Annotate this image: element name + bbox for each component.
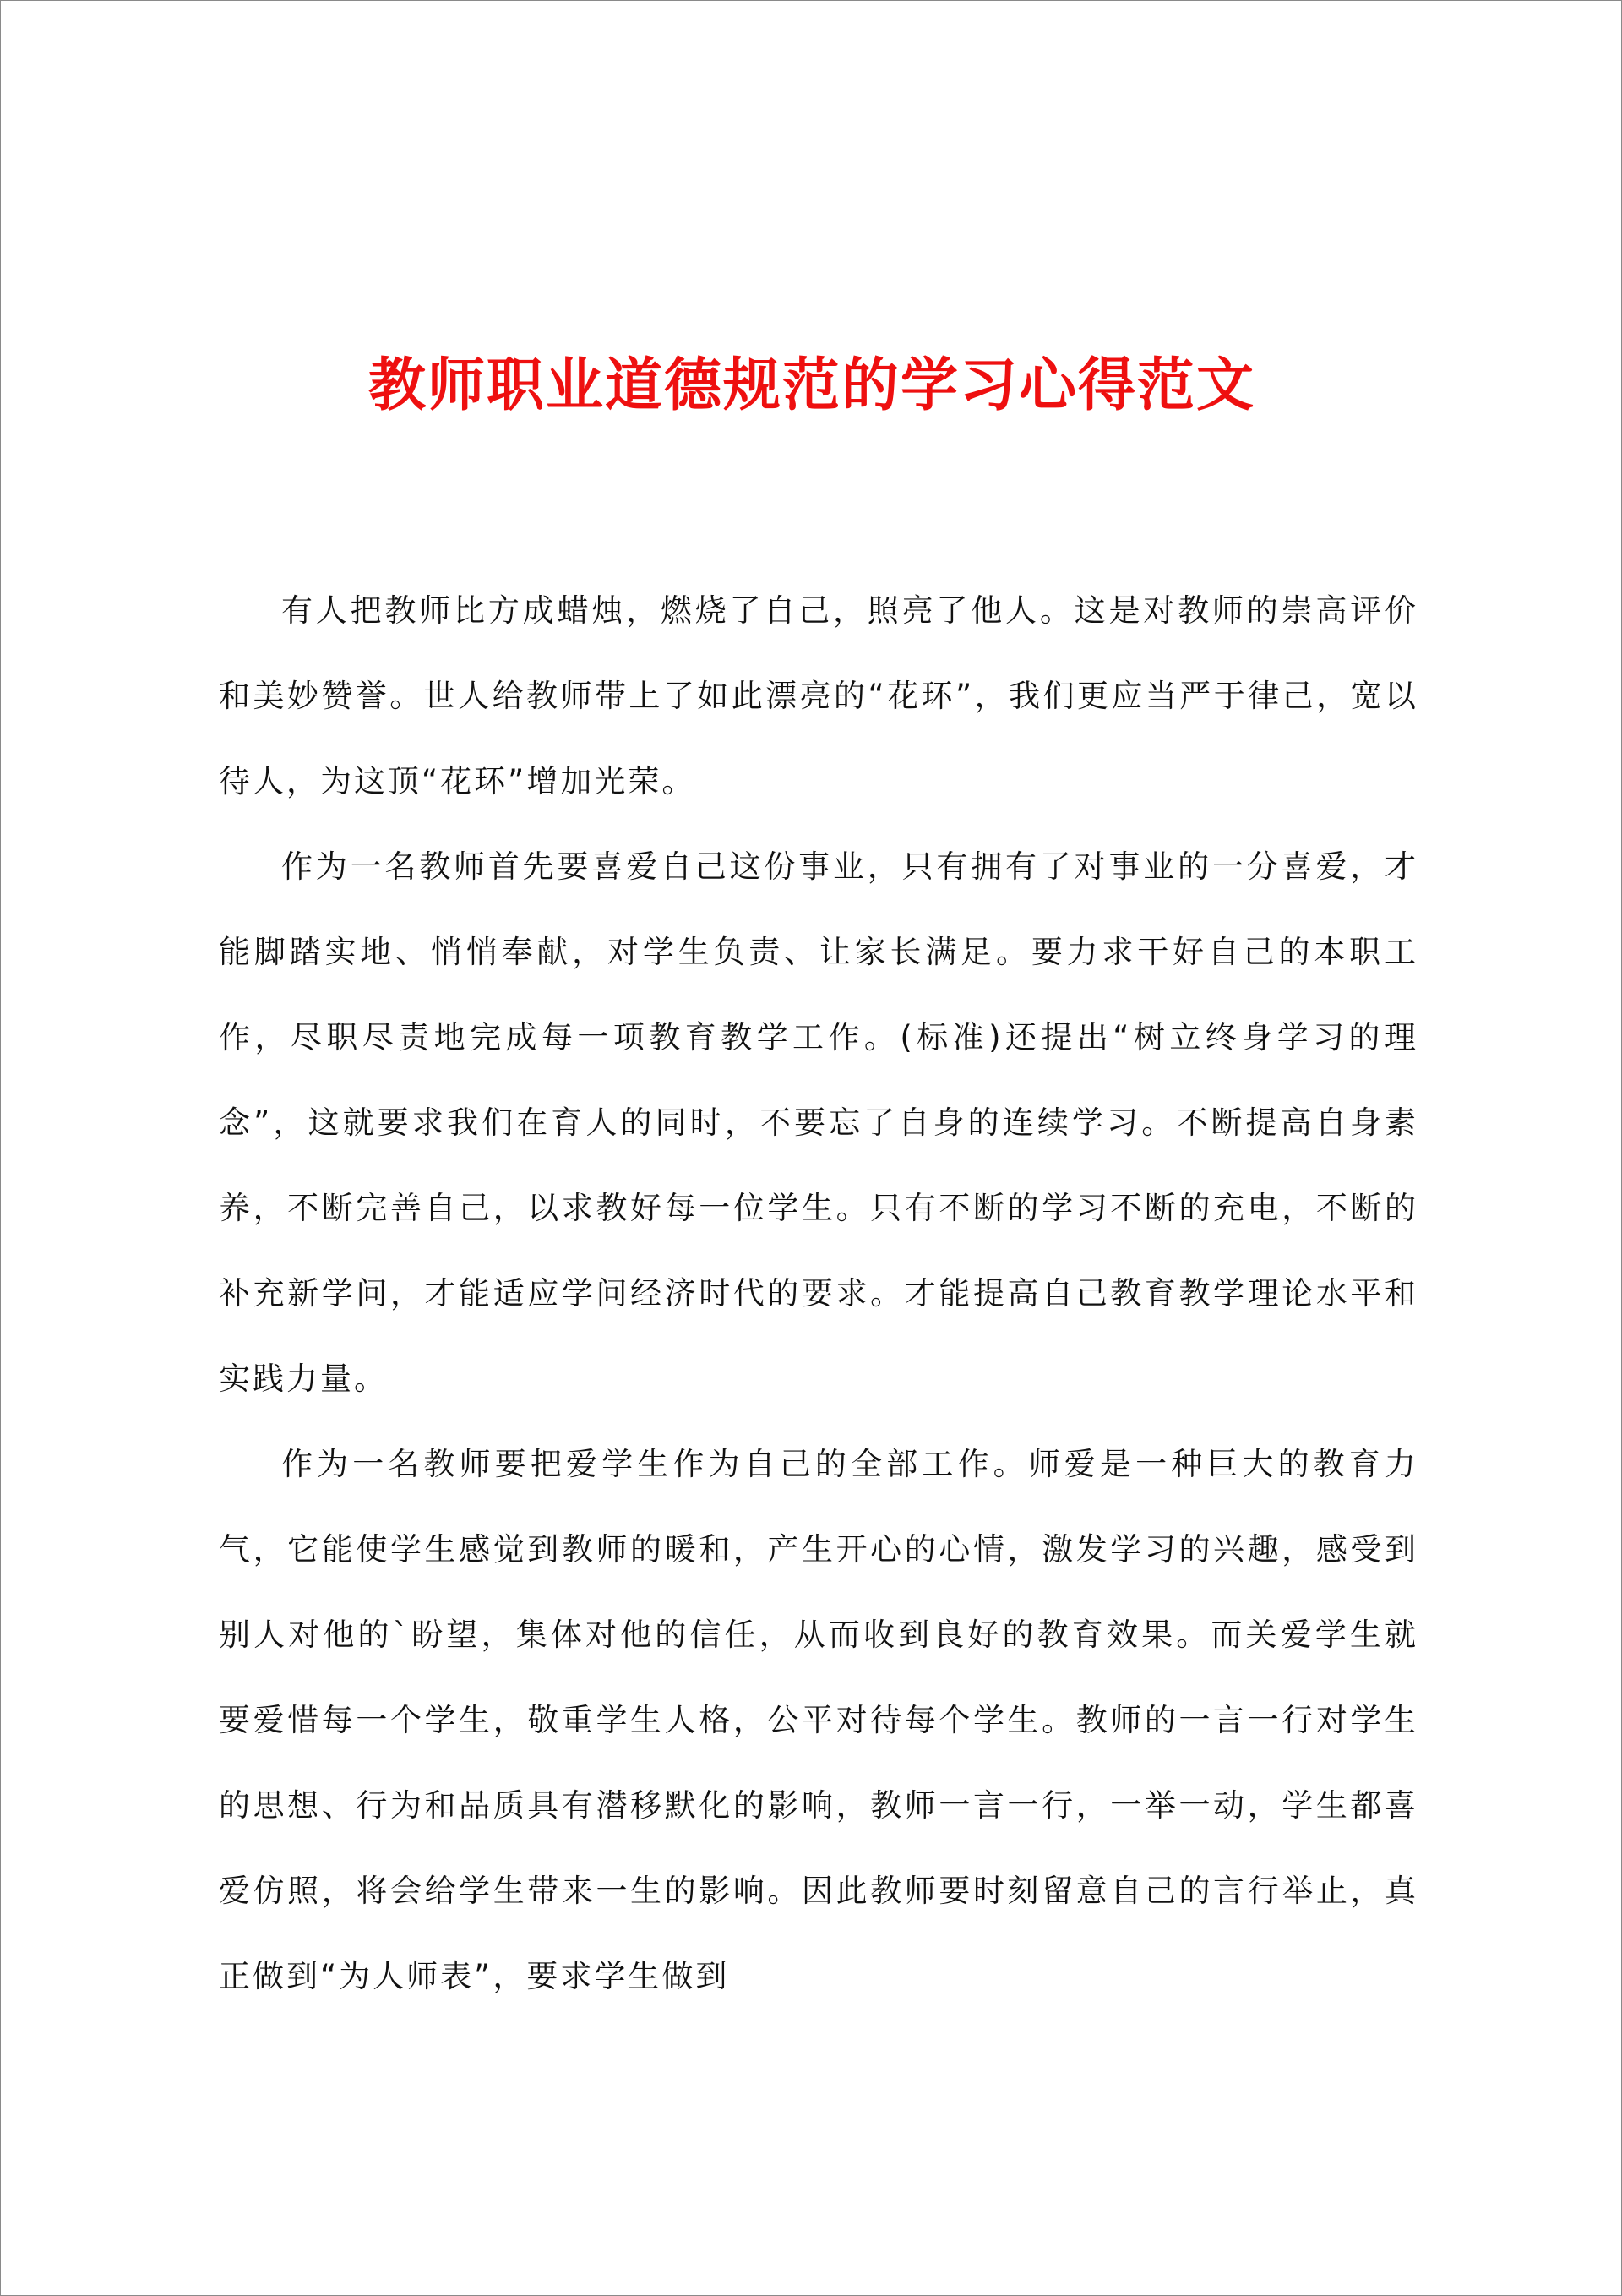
paragraph: 有人把教师比方成蜡烛，燃烧了自己，照亮了他人。这是对教师的崇高评价和美妙赞誉。世人给教师带上了如此漂亮的“花环”，我们更应当严于律己，宽以待人，为这顶“花环”增加光荣。 <box>219 592 1418 799</box>
document-title: 教师职业道德规范的学习心得范文 <box>367 352 1255 419</box>
document-body <box>219 568 1418 2019</box>
paragraph: 作为一名教师要把爱学生作为自己的全部工作。师爱是一种巨大的教育力气，它能使学生感觉到教师的暖和，产生开心的心情，激发学习的兴趣，感受到别人对他的`盼望，集体对他的信任，从而收到良好的教育效果。而关爱学生就要爱惜每一个学生，敬重学生人格，公平对待每个学生。教师的一言一行对学生的思想、行为和品质具有潜移默化的影响，教师一言一行，一举一动，学生都喜爱仿照，将会给学生带来一生的影响。因此教师要时刻留意自己的言行举止，真正做到“为人师表”，要求学生做到 <box>219 1446 1418 1994</box>
paragraph: 作为一名教师首先要喜爱自己这份事业，只有拥有了对事业的一分喜爱，才能脚踏实地、悄悄奉献，对学生负责、让家长满足。要力求干好自己的本职工作，尽职尽责地完成每一项教育教学工作。(标准)还提出“树立终身学习的理念”，这就要求我们在育人的同时，不要忘了自身的连续学习。不断提高自身素养，不断完善自己，以求教好每一位学生。只有不断的学习不断的充电，不断的补充新学问，才能适应学问经济时代的要求。才能提高自己教育教学理论水平和实践力量。 <box>219 848 1418 1397</box>
